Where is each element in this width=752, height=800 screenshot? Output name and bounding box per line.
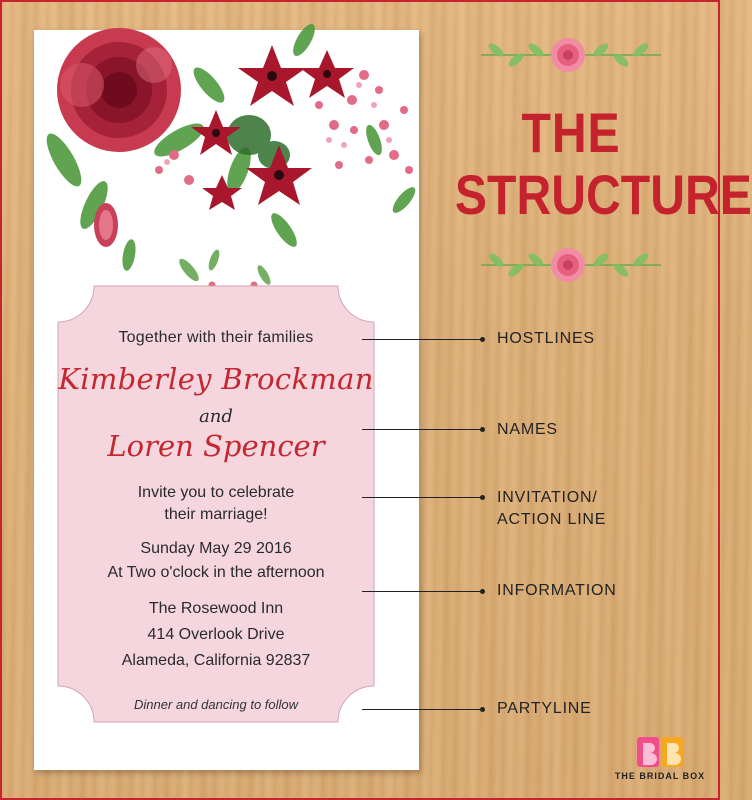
address-venue: The Rosewood Inn bbox=[148, 600, 284, 617]
label-invitation-1: INVITATION/ bbox=[497, 489, 598, 506]
partyline-dot bbox=[480, 707, 485, 712]
info-time: At Two o'clock in the afternoon bbox=[107, 564, 325, 581]
bride-name: Kimberley Brockman bbox=[58, 362, 374, 396]
partyline-text: Dinner and dancing to follow bbox=[133, 697, 299, 712]
label-invitation-2: ACTION LINE bbox=[497, 511, 607, 528]
bridal-box-logo-icon bbox=[635, 735, 685, 769]
label-information: INFORMATION bbox=[497, 582, 617, 599]
invitation-line-1: Invite you to celebrate bbox=[137, 484, 295, 501]
invitation-dot bbox=[480, 495, 485, 500]
information-dot bbox=[480, 589, 485, 594]
heading-line-2: STRUCTURE bbox=[454, 163, 752, 226]
names-dot bbox=[480, 427, 485, 432]
label-names: NAMES bbox=[497, 421, 558, 438]
address-city: Alameda, California 92837 bbox=[121, 652, 311, 669]
invitation-line-2: their marriage! bbox=[164, 506, 268, 523]
label-hostlines: HOSTLINES bbox=[497, 330, 595, 347]
invitation-leader bbox=[362, 497, 482, 498]
floral-bouquet-icon bbox=[34, 30, 419, 270]
names-leader bbox=[362, 429, 482, 430]
info-date: Sunday May 29 2016 bbox=[140, 540, 292, 557]
information-leader bbox=[362, 591, 482, 592]
hostlines-dot bbox=[480, 337, 485, 342]
and-text: and bbox=[199, 406, 233, 427]
label-partyline: PARTYLINE bbox=[497, 700, 592, 717]
address-street: 414 Overlook Drive bbox=[147, 626, 285, 643]
floral-sprig-icon bbox=[476, 240, 666, 290]
bridal-box-logo bbox=[610, 735, 710, 781]
heading-line-1: THE bbox=[521, 101, 621, 164]
groom-name: Loren Spencer bbox=[107, 429, 325, 463]
floral-sprig-icon bbox=[476, 30, 666, 80]
hostlines-leader bbox=[362, 339, 482, 340]
logo-text: THE BRIDAL BOX bbox=[614, 771, 706, 781]
partyline-leader bbox=[362, 709, 482, 710]
hostline-text: Together with their families bbox=[118, 329, 314, 346]
